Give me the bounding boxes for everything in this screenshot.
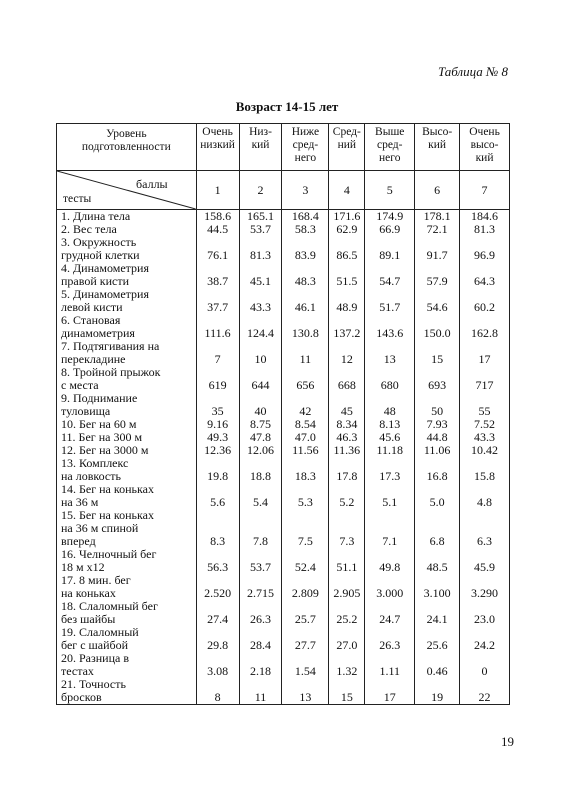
value-cell: 17: [365, 678, 415, 705]
test-name: 1. Длина тела: [57, 210, 197, 224]
value-cell: 38.7: [196, 262, 239, 288]
value-cell: 158.6: [196, 210, 239, 224]
value-cell: 54.7: [365, 262, 415, 288]
value-cell: 24.1: [415, 600, 460, 626]
value-cell: 5.1: [365, 483, 415, 509]
value-cell: 15.8: [460, 457, 510, 483]
value-cell: 43.3: [239, 288, 282, 314]
value-cell: 55: [460, 392, 510, 418]
test-name: 15. Бег на коньках на 36 м спиной вперед: [57, 509, 197, 548]
value-cell: 58.3: [282, 223, 329, 236]
value-cell: 7.52: [460, 418, 510, 431]
value-cell: 83.9: [282, 236, 329, 262]
value-cell: 89.1: [365, 236, 415, 262]
value-cell: 2.809: [282, 574, 329, 600]
points-cell: 6: [415, 171, 460, 210]
value-cell: 28.4: [239, 626, 282, 652]
value-cell: 11.06: [415, 444, 460, 457]
value-cell: 0: [460, 652, 510, 678]
value-cell: 11: [239, 678, 282, 705]
value-cell: 8.75: [239, 418, 282, 431]
value-cell: 7.93: [415, 418, 460, 431]
value-cell: 2.715: [239, 574, 282, 600]
value-cell: 717: [460, 366, 510, 392]
value-cell: 45.6: [365, 431, 415, 444]
value-cell: 10: [239, 340, 282, 366]
value-cell: 13: [282, 678, 329, 705]
value-cell: 60.2: [460, 288, 510, 314]
value-cell: 25.7: [282, 600, 329, 626]
test-name: 21. Точность бросков: [57, 678, 197, 705]
value-cell: 48: [365, 392, 415, 418]
value-cell: 178.1: [415, 210, 460, 224]
value-cell: 76.1: [196, 236, 239, 262]
value-cell: 11.36: [329, 444, 365, 457]
value-cell: 162.8: [460, 314, 510, 340]
value-cell: 18.3: [282, 457, 329, 483]
test-name: 8. Тройной прыжок с места: [57, 366, 197, 392]
header-row: [57, 124, 510, 171]
table-row: [57, 288, 510, 314]
points-row: [57, 171, 510, 210]
value-cell: 43.3: [460, 431, 510, 444]
value-cell: 22: [460, 678, 510, 705]
table-row: [57, 314, 510, 340]
value-cell: 656: [282, 366, 329, 392]
value-cell: 143.6: [365, 314, 415, 340]
points-label: баллы: [136, 177, 168, 191]
test-name: 2. Вес тела: [57, 223, 197, 236]
value-cell: 44.5: [196, 223, 239, 236]
value-cell: 25.6: [415, 626, 460, 652]
value-cell: 8: [196, 678, 239, 705]
value-cell: 47.0: [282, 431, 329, 444]
value-cell: 15: [415, 340, 460, 366]
value-cell: 19.8: [196, 457, 239, 483]
value-cell: 17.3: [365, 457, 415, 483]
value-cell: 11.18: [365, 444, 415, 457]
value-cell: 130.8: [282, 314, 329, 340]
value-cell: 5.3: [282, 483, 329, 509]
value-cell: 3.08: [196, 652, 239, 678]
value-cell: 5.0: [415, 483, 460, 509]
test-name: 6. Становая динамометрия: [57, 314, 197, 340]
column-header: Низ- кий: [239, 124, 282, 171]
points-cell: 4: [329, 171, 365, 210]
value-cell: 1.32: [329, 652, 365, 678]
test-name: 10. Бег на 60 м: [57, 418, 197, 431]
test-name: 7. Подтягивания на перекладине: [57, 340, 197, 366]
table-row: [57, 600, 510, 626]
value-cell: 18.8: [239, 457, 282, 483]
value-cell: 44.8: [415, 431, 460, 444]
value-cell: 37.7: [196, 288, 239, 314]
value-cell: 48.9: [329, 288, 365, 314]
value-cell: 24.2: [460, 626, 510, 652]
points-cell: 1: [196, 171, 239, 210]
value-cell: 8.34: [329, 418, 365, 431]
table-row: [57, 483, 510, 509]
table-row: [57, 548, 510, 574]
column-header: Высо- кий: [415, 124, 460, 171]
value-cell: 11.56: [282, 444, 329, 457]
value-cell: 7.1: [365, 509, 415, 548]
points-cell: 5: [365, 171, 415, 210]
test-name: 19. Слаломный бег с шайбой: [57, 626, 197, 652]
table-row: [57, 509, 510, 548]
table-row: [57, 210, 510, 224]
level-header: Уровень подготовленности: [57, 124, 197, 171]
table-row: [57, 678, 510, 705]
tests-label: тесты: [63, 193, 92, 205]
value-cell: 27.0: [329, 626, 365, 652]
value-cell: 27.4: [196, 600, 239, 626]
value-cell: 91.7: [415, 236, 460, 262]
table-row: [57, 457, 510, 483]
test-name: 9. Поднимание туловища: [57, 392, 197, 418]
value-cell: 29.8: [196, 626, 239, 652]
test-name: 17. 8 мин. бег на коньках: [57, 574, 197, 600]
value-cell: 56.3: [196, 548, 239, 574]
value-cell: 1.11: [365, 652, 415, 678]
value-cell: 48.5: [415, 548, 460, 574]
value-cell: 6.3: [460, 509, 510, 548]
value-cell: 13: [365, 340, 415, 366]
value-cell: 8.13: [365, 418, 415, 431]
value-cell: 4.8: [460, 483, 510, 509]
value-cell: 174.9: [365, 210, 415, 224]
value-cell: 27.7: [282, 626, 329, 652]
value-cell: 693: [415, 366, 460, 392]
column-header: Очень низкий: [196, 124, 239, 171]
test-name: 4. Динамометрия правой кисти: [57, 262, 197, 288]
value-cell: 26.3: [239, 600, 282, 626]
table-row: [57, 236, 510, 262]
value-cell: 168.4: [282, 210, 329, 224]
page-title: Возраст 14-15 лет: [235, 99, 339, 114]
table-number: Таблица № 8: [437, 64, 508, 79]
value-cell: 53.7: [239, 548, 282, 574]
value-cell: 7: [196, 340, 239, 366]
value-cell: 45: [329, 392, 365, 418]
table-row: [57, 262, 510, 288]
test-name: 5. Динамометрия левой кисти: [57, 288, 197, 314]
value-cell: 57.9: [415, 262, 460, 288]
points-cell: 7: [460, 171, 510, 210]
value-cell: 48.3: [282, 262, 329, 288]
value-cell: 42: [282, 392, 329, 418]
table-row: [57, 392, 510, 418]
value-cell: 51.1: [329, 548, 365, 574]
value-cell: 150.0: [415, 314, 460, 340]
value-cell: 49.8: [365, 548, 415, 574]
value-cell: 2.905: [329, 574, 365, 600]
column-header: Выше сред- него: [365, 124, 415, 171]
value-cell: 52.4: [282, 548, 329, 574]
value-cell: 6.8: [415, 509, 460, 548]
test-name: 14. Бег на коньках на 36 м: [57, 483, 197, 509]
value-cell: 9.16: [196, 418, 239, 431]
value-cell: 64.3: [460, 262, 510, 288]
value-cell: 47.8: [239, 431, 282, 444]
value-cell: 17: [460, 340, 510, 366]
value-cell: 171.6: [329, 210, 365, 224]
value-cell: 15: [329, 678, 365, 705]
test-name: 13. Комплекс на ловкость: [57, 457, 197, 483]
column-header: Ниже сред- него: [282, 124, 329, 171]
value-cell: 12.36: [196, 444, 239, 457]
value-cell: 51.5: [329, 262, 365, 288]
value-cell: 66.9: [365, 223, 415, 236]
test-name: 12. Бег на 3000 м: [57, 444, 197, 457]
norms-table: [56, 123, 510, 705]
test-name: 20. Разница в тестах: [57, 652, 197, 678]
points-cell: 3: [282, 171, 329, 210]
value-cell: 51.7: [365, 288, 415, 314]
value-cell: 184.6: [460, 210, 510, 224]
value-cell: 2.520: [196, 574, 239, 600]
value-cell: 0.46: [415, 652, 460, 678]
value-cell: 81.3: [239, 236, 282, 262]
table-row: [57, 574, 510, 600]
value-cell: 10.42: [460, 444, 510, 457]
value-cell: 11: [282, 340, 329, 366]
value-cell: 40: [239, 392, 282, 418]
value-cell: 49.3: [196, 431, 239, 444]
value-cell: 680: [365, 366, 415, 392]
value-cell: 5.4: [239, 483, 282, 509]
value-cell: 81.3: [460, 223, 510, 236]
value-cell: 7.8: [239, 509, 282, 548]
value-cell: 23.0: [460, 600, 510, 626]
value-cell: 3.100: [415, 574, 460, 600]
test-name: 11. Бег на 300 м: [57, 431, 197, 444]
value-cell: 16.8: [415, 457, 460, 483]
table-row: [57, 366, 510, 392]
table-row: [57, 626, 510, 652]
value-cell: 24.7: [365, 600, 415, 626]
value-cell: 62.9: [329, 223, 365, 236]
value-cell: 86.5: [329, 236, 365, 262]
value-cell: 619: [196, 366, 239, 392]
value-cell: 137.2: [329, 314, 365, 340]
value-cell: 12.06: [239, 444, 282, 457]
table-body: [57, 210, 510, 705]
value-cell: 644: [239, 366, 282, 392]
value-cell: 8.54: [282, 418, 329, 431]
value-cell: 8.3: [196, 509, 239, 548]
value-cell: 25.2: [329, 600, 365, 626]
value-cell: 46.1: [282, 288, 329, 314]
value-cell: 19: [415, 678, 460, 705]
column-header: Очень высо- кий: [460, 124, 510, 171]
value-cell: 3.290: [460, 574, 510, 600]
value-cell: 1.54: [282, 652, 329, 678]
value-cell: 2.18: [239, 652, 282, 678]
value-cell: 5.2: [329, 483, 365, 509]
value-cell: 124.4: [239, 314, 282, 340]
value-cell: 53.7: [239, 223, 282, 236]
value-cell: 7.5: [282, 509, 329, 548]
test-name: 18. Слаломный бег без шайбы: [57, 600, 197, 626]
page-number: 19: [501, 734, 514, 749]
value-cell: 50: [415, 392, 460, 418]
value-cell: 111.6: [196, 314, 239, 340]
test-name: 3. Окружность грудной клетки: [57, 236, 197, 262]
value-cell: 72.1: [415, 223, 460, 236]
points-cell: 2: [239, 171, 282, 210]
value-cell: 3.000: [365, 574, 415, 600]
value-cell: 165.1: [239, 210, 282, 224]
value-cell: 35: [196, 392, 239, 418]
value-cell: 26.3: [365, 626, 415, 652]
value-cell: 96.9: [460, 236, 510, 262]
value-cell: 5.6: [196, 483, 239, 509]
value-cell: 668: [329, 366, 365, 392]
value-cell: 12: [329, 340, 365, 366]
table-row: [57, 340, 510, 366]
value-cell: 45.1: [239, 262, 282, 288]
value-cell: 17.8: [329, 457, 365, 483]
value-cell: 46.3: [329, 431, 365, 444]
column-header: Сред- ний: [329, 124, 365, 171]
test-name: 16. Челночный бег 18 м х12: [57, 548, 197, 574]
table-row: [57, 652, 510, 678]
value-cell: 54.6: [415, 288, 460, 314]
value-cell: 7.3: [329, 509, 365, 548]
diagonal-header-cell: [57, 171, 197, 210]
value-cell: 45.9: [460, 548, 510, 574]
